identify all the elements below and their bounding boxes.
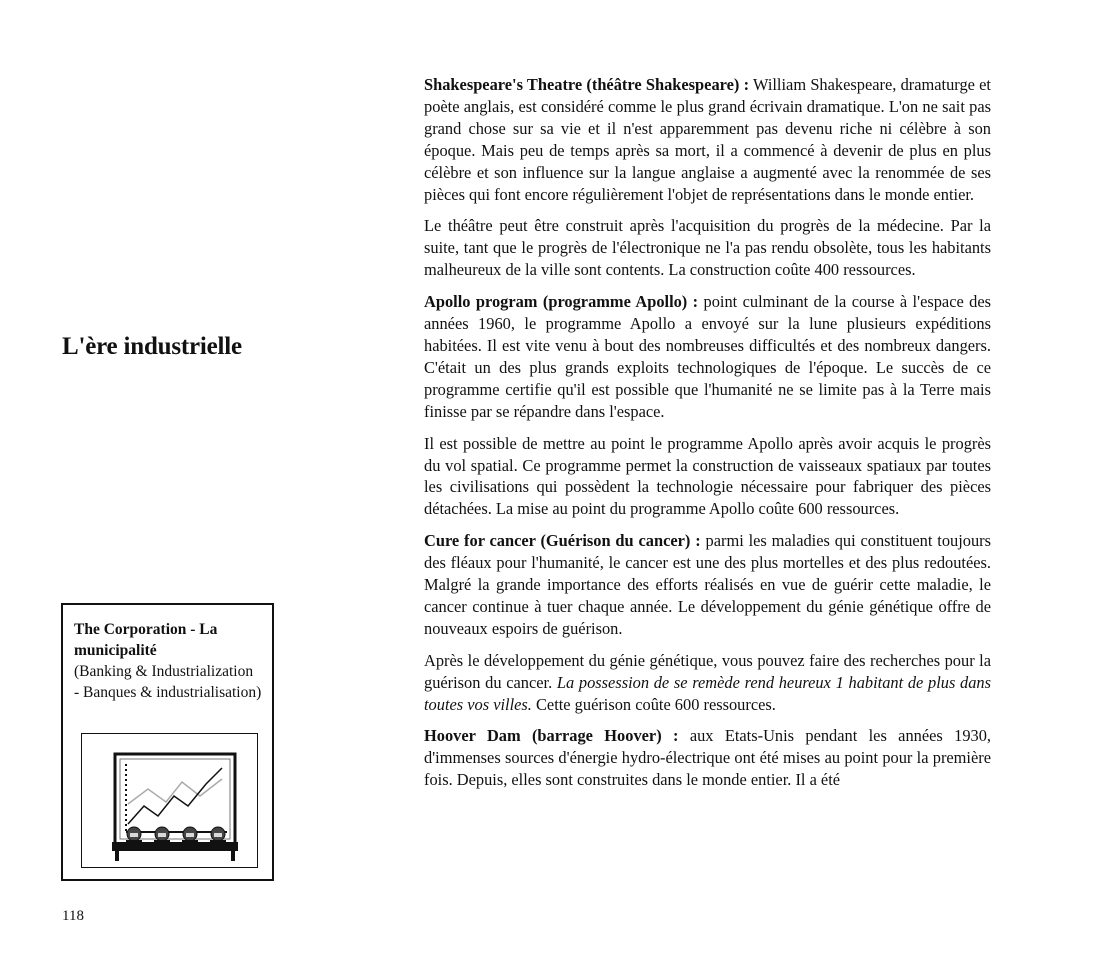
paragraph-apollo-construction bbox=[424, 433, 991, 521]
main-text-column bbox=[424, 74, 991, 801]
section-title: L'ère industrielle bbox=[62, 333, 242, 360]
paragraph-cancer-research bbox=[424, 650, 991, 716]
paragraph-text: parmi les maladies qui constituent toujours des fléaux pour l'humanité, le cancer est une des plus mortelles et des plus redoutées. Malgré la grande importance des efforts réalisés en vue de guérir cette maladie, le cancer continue à tuer chaque année. Le développement du génie génétique offre de nouveaux espoirs de guérison. bbox=[424, 531, 991, 638]
paragraph-text: Après le développement du génie génétique, vous pouvez faire des recherches pour la guérison du cancer. bbox=[424, 650, 991, 692]
paragraph-italic-text: La possession de se remède rend heureux 1 habitant de plus dans toutes vos villes. bbox=[424, 672, 992, 714]
paragraph-text: William Shakespeare, dramaturge et poète anglais, est considéré comme le plus grand écrivain dramatique. L'on ne sait pas grand chose sur sa vie et il n'est apparemment pas devenu riche ni célèbre à son époque. Mais peu de temps après sa mort, il a commencé à devenir de plus en plus célèbre et son influence sur la langue anglaise a augmenté avec la renommée de ses pièces qui font encore régulièrement l'objet de représentations dans le monde entier. bbox=[424, 75, 991, 204]
paragraph-text-after: Cette guérison coûte 600 ressources. bbox=[531, 694, 776, 714]
rising-chart-with-executives-icon bbox=[81, 733, 258, 868]
sidebar-title: The Corporation - La municipalité bbox=[74, 621, 218, 659]
term-heading: Cure for cancer (Guérison du cancer) : bbox=[424, 531, 701, 551]
paragraph-shakespeare-theatre bbox=[424, 74, 991, 205]
paragraph-text: aux Etats-Unis pendant les années 1930, d'immenses sources d'énergie hydro-électrique ont été mises au point pour la première fois. Depuis, elles sont construites dans le monde entier. Il a été bbox=[424, 726, 992, 790]
term-heading: Apollo program (programme Apollo) : bbox=[424, 292, 699, 312]
wonder-sidebar-box bbox=[61, 603, 274, 881]
paragraph-theatre-construction bbox=[424, 215, 991, 281]
sidebar-subtitle: (Banking & Industrialization - Banques & industrialisation) bbox=[74, 663, 262, 701]
paragraph-cure-for-cancer bbox=[424, 530, 991, 640]
term-heading: Hoover Dam (barrage Hoover) : bbox=[424, 726, 679, 746]
term-heading: Shakespeare's Theatre (théâtre Shakespeare) : bbox=[424, 75, 750, 94]
paragraph-hoover-dam bbox=[424, 725, 991, 791]
paragraph-text: Il est possible de mettre au point le programme Apollo après avoir acquis le progrès du vol spatial. Ce programme permet la construction de vaisseaux spatiaux par toutes les civilisations qui possèdent la technologie nécessaire pour fabriquer des pièces détachées. La mise au point du programme Apollo coûte 600 ressources. bbox=[424, 433, 991, 519]
paragraph-text: Le théâtre peut être construit après l'acquisition du progrès de la médecine. Par la suite, tant que le progrès de l'électronique ne l'a pas rendu obsolète, tous les habitants malheureux de la ville sont contents. La construction coûte 400 ressources. bbox=[424, 216, 991, 280]
page-number: 118 bbox=[62, 908, 84, 924]
paragraph-apollo-program bbox=[424, 291, 991, 422]
paragraph-text: point culminant de la course à l'espace des années 1960, le programme Apollo a envoyé sur la lune plusieurs expéditions habitées. Il est vite venu à bout des nombreuses difficultés et des nombreux dangers. C'était un des plus grands exploits technologiques de l'époque. Le succès de ce programme certifie qu'il est possible que l'humanité ne se limite pas à la Terre mais finisse par se répandre dans l'espace. bbox=[424, 292, 991, 421]
